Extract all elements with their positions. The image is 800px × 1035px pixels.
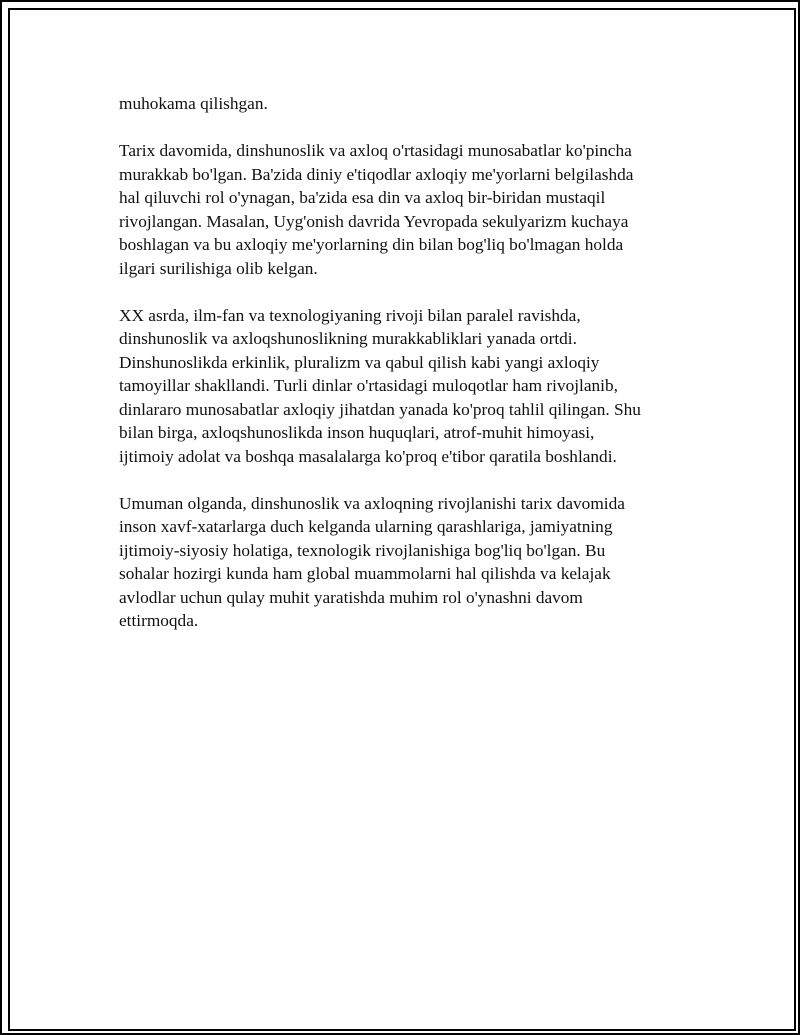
text-line: sohalar hozirgi kunda ham global muammolarni hal qilishda va kelajak bbox=[119, 564, 611, 583]
text-line: dinlararo munosabatlar axloqiy jihatdan yanada ko'proq tahlil qilingan. Shu bbox=[119, 399, 641, 419]
text-line: ijtimoiy adolat va boshqa masalalarga ko'proq e'tibor qaratila boshlandi. bbox=[119, 446, 617, 466]
text-line: muhokama qilishgan. bbox=[119, 94, 268, 113]
text-line: ijtimoiy-siyosiy holatiga, texnologik rivojlanishiga bog'liq bo'lgan. Bu bbox=[119, 540, 606, 560]
text-line: Dinshunoslikda erkinlik, pluralizm va qabul qilish kabi yangi axloqiy bbox=[119, 352, 600, 372]
text-line: rivojlangan. Masalan, Uyg'onish davrida Yevropada sekulyarizm kuchaya bbox=[119, 211, 629, 231]
text-line: hal qiluvchi rol o'ynagan, ba'zida esa din va axloq bir-biridan mustaqil bbox=[119, 188, 606, 207]
paragraph-2 bbox=[119, 139, 699, 280]
text-line: ilgari surilishiga olib kelgan. bbox=[119, 258, 318, 278]
text-line: ettirmoqda. bbox=[119, 611, 199, 630]
text-line: XX asrda, ilm-fan va texnologiyaning rivoji bilan paralel ravishda, bbox=[119, 305, 581, 325]
text-line: bilan birga, axloqshunoslikda inson huquqlari, atrof-muhit himoyasi, bbox=[119, 423, 595, 442]
text-line: Umuman olganda, dinshunoslik va axloqning rivojlanishi tarix davomida bbox=[119, 493, 625, 513]
text-line: dinshunoslik va axloqshunoslikning murakkabliklari yanada ortdi. bbox=[119, 329, 577, 348]
paragraph-4 bbox=[119, 492, 699, 633]
paragraph-3 bbox=[119, 304, 699, 469]
text-line: Tarix davomida, dinshunoslik va axloq o'rtasidagi munosabatlar ko'pincha bbox=[119, 141, 632, 160]
text-line: avlodlar uchun qulay muhit yaratishda muhim rol o'ynashni davom bbox=[119, 587, 583, 607]
text-line: boshlagan va bu axloqiy me'yorlarning din bilan bog'liq bo'lmagan holda bbox=[119, 235, 624, 254]
paragraph-1 bbox=[119, 92, 699, 116]
text-line: tamoyillar shakllandi. Turli dinlar o'rtasidagi muloqotlar ham rivojlanib, bbox=[119, 376, 618, 395]
text-line: inson xavf-xatarlarga duch kelganda ularning qarashlariga, jamiyatning bbox=[119, 517, 613, 536]
text-line: murakkab bo'lgan. Ba'zida diniy e'tiqodlar axloqiy me'yorlarni belgilashda bbox=[119, 164, 634, 184]
document-body bbox=[119, 92, 699, 656]
